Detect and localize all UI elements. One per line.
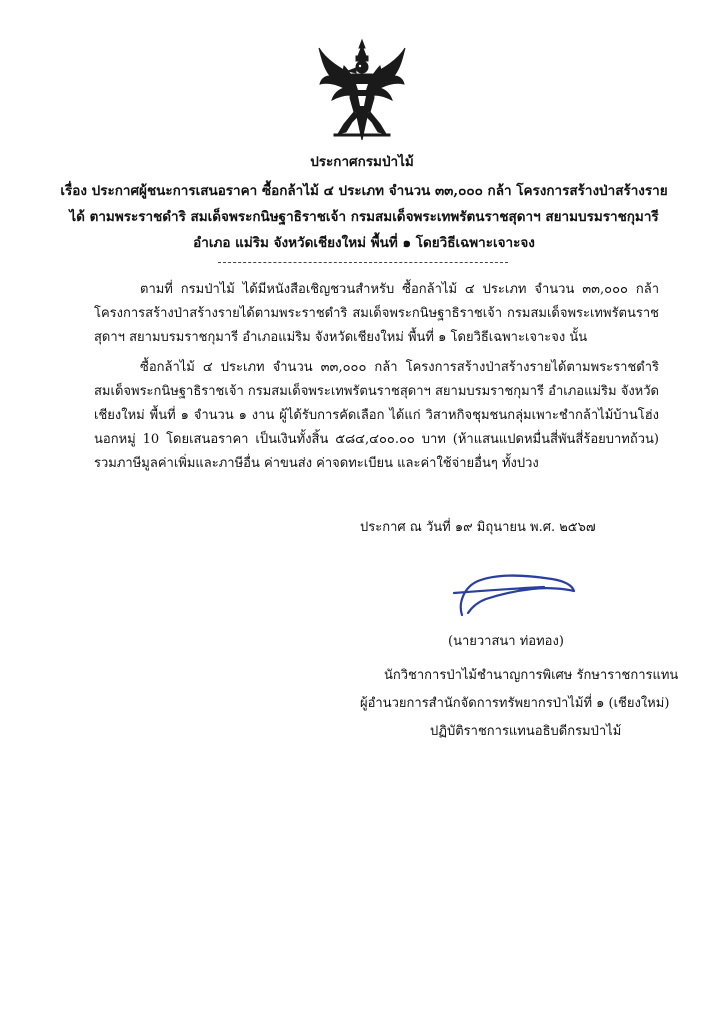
signatory-position-1: นักวิชาการป่าไม้ชำนาญการพิเศษ รักษาราชการแทน	[384, 668, 679, 683]
signatory-position-2: ผู้อำนวยการสำนักจัดการทรัพยากรป่าไม้ที่ ๑ (เชียงใหม่)	[360, 696, 670, 711]
body-paragraph-1: ตามที่ กรมป่าไม้ ได้มีหนังสือเชิญชวนสำหรับ ซื้อกล้าไม้ ๔ ประเภท จำนวน ๓๓,๐๐๐ กล้า โครงการสร้างป่าสร้างรายได้ตามพระราชดำริ สมเด็จพระกนิษฐาธิราชเจ้า กรมสมเด็จพระเทพรัตนราชสุดาฯ สยามบรมราชกุมารี อำเภอแม่ริม จังหวัดเชียงใหม่ พื้นที่ ๑ โดยวิธีเฉพาะเจาะจง นั้น	[94, 282, 659, 345]
announcement-date: ประกาศ ณ วันที่ ๑๙ มิถุนายน พ.ศ. ๒๕๖๗	[360, 520, 596, 535]
document-title: ประกาศกรมป่าไม้	[310, 154, 414, 170]
divider-line	[218, 262, 508, 263]
document-subject: เรื่อง ประกาศผู้ชนะการเสนอราคา ซื้อกล้าไม้ ๔ ประเภท จำนวน ๓๓,๐๐๐ กล้า โครงการสร้างป่าสร้างรายได้ ตามพระราชดำริ สมเด็จพระกนิษฐาธิราชเจ้า กรมสมเด็จพระเทพรัตนราชสุดาฯ สยามบรมราชกุมารี อำเภอ แม่ริม จังหวัดเชียงใหม่ พื้นที่ ๑ โดยวิธีเฉพาะเจาะจง	[60, 183, 668, 251]
handwritten-signature-icon	[448, 565, 578, 625]
signatory-position-3: ปฏิบัติราชการแทนอธิบดีกรมป่าไม้	[430, 724, 622, 739]
body-paragraph-2: ซื้อกล้าไม้ ๔ ประเภท จำนวน ๓๓,๐๐๐ กล้า โครงการสร้างป่าสร้างรายได้ตามพระราชดำริ สมเด็จพระกนิษฐาธิราชเจ้า กรมสมเด็จพระเทพรัตนราชสุดาฯ สยามบรมราชกุมารี อำเภอแม่ริม จังหวัดเชียงใหม่ พื้นที่ ๑ จำนวน ๑ งาน ผู้ได้รับการคัดเลือก ได้แก่ วิสาหกิจชุมชนกลุ่มเพาะชำกล้าไม้บ้านโฮ่งนอกหมู่ 10 โดยเสนอราคา เป็นเงินทั้งสิ้น ๕๘๔,๔๐๐.๐๐ บาท (ห้าแสนแปดหมื่นสี่พันสี่ร้อยบาทถ้วน) รวมภาษีมูลค่าเพิ่มและภาษีอื่น ค่าขนส่ง ค่าจดทะเบียน และค่าใช้จ่ายอื่นๆ ทั้งปวง	[94, 360, 659, 471]
garuda-emblem-icon	[316, 38, 408, 142]
signatory-name: (นายวาสนา ท่อทอง)	[448, 634, 564, 649]
